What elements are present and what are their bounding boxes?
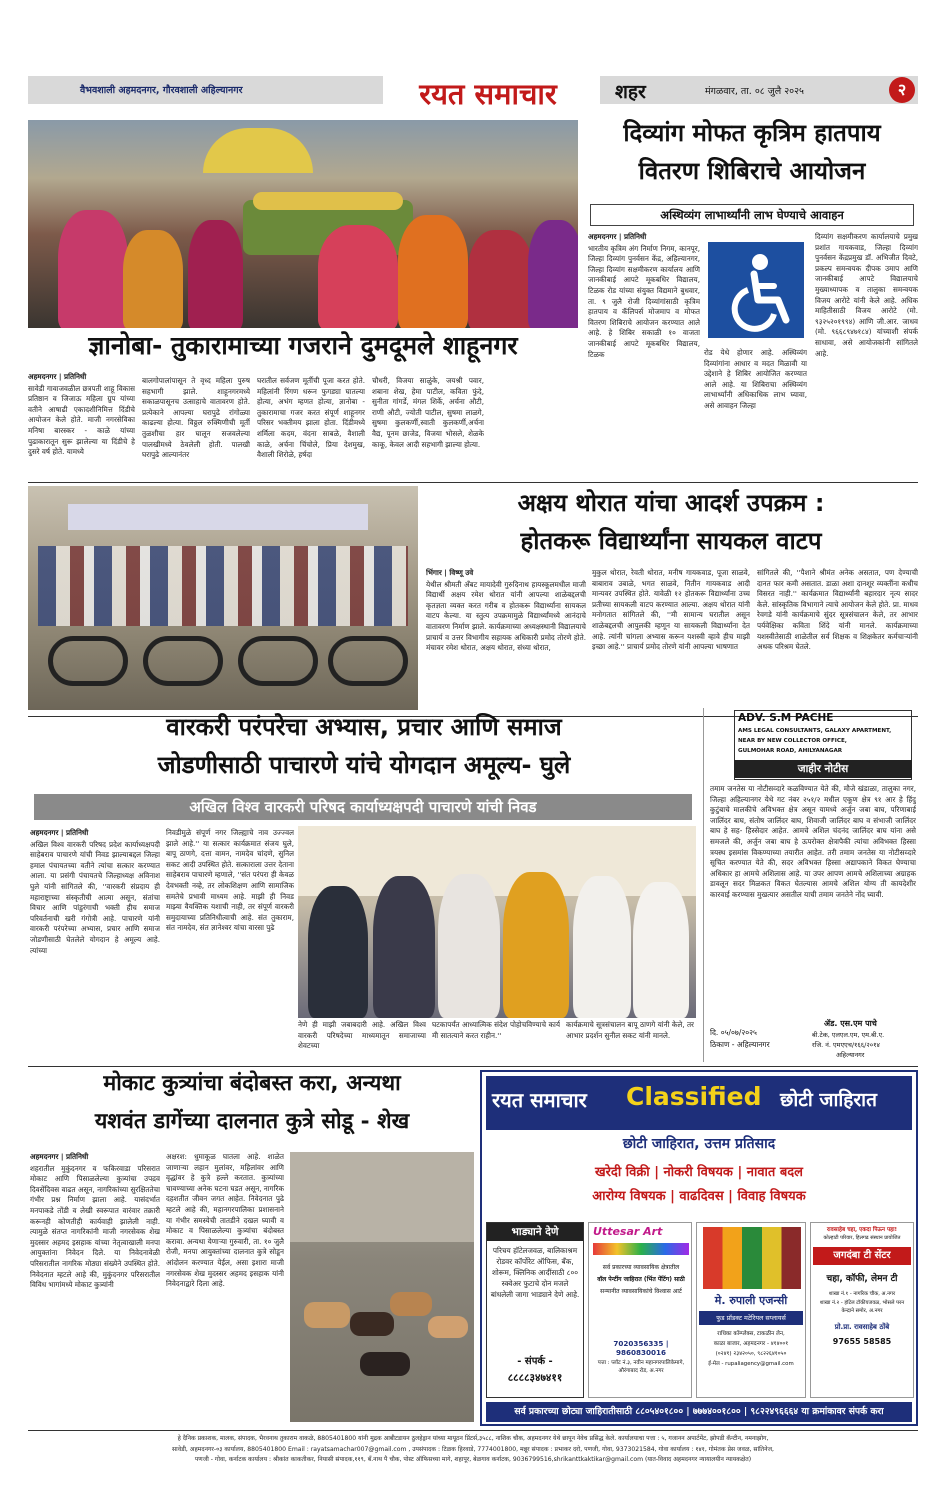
dindi-procession-photo [28, 120, 578, 328]
man-figure [503, 872, 569, 1018]
rent-ad [486, 1222, 584, 1398]
warkari-dateline: अहमदनगर | प्रतिनिधी [30, 828, 89, 837]
man-figure [633, 882, 689, 1018]
man-figure [438, 874, 500, 1018]
classified-cats-row-1: खरेदी विक्री | नोकरी विषयक | नावात बदल [594, 1165, 803, 1180]
warkari-headline-2: जोडणीसाठी पाचारणे यांचे योगदान अमूल्य- घुले [157, 751, 571, 779]
dnyanoba-text-2: बालगोपालांपासून ते वृध्द महिला पुरुष सहभागी झाले. शाहूनगरमध्ये सकाळपासूनच उत्साहाचे वातावरण होते. प्रत्येकाने आपल्या घरापुढे रांगोळ्या काढल्या होत्या. विठ्ठल रुक्मिणीची मूर्ती तुळशीचा हार घालून सजवलेल्या पालखीमध्ये ठेवलेली होती. पालखी घरापुढे आल्यानंतर [142, 376, 250, 460]
cycle-text-1: येथील श्रीमती अँबट मायादेवी गुरुदिनाथ हायस्कूलमधील माजी विद्यार्थी अक्षय रमेश थोरात यांनी आपल्या शाळेबद्दलची कृतज्ञता व्यक्त करत गरीब व होतकरू विद्यार्थ्यांना सायकल वाटप केल्या. या स्तुत्य उपक्रमामुळे विद्यार्थ्यांमध्ये आनंदाचे वातावरण निर्माण झाले. कार्यक्रमाच्या अध्यक्षस्थानी विद्यालयाचे प्राचार्य व उत्तर विभागीय सहायक अधिकारी प्रमोद तोरणे होते. मंचावर रमेश थोरात, अक्षय थोरात, संध्या थोरात, [426, 579, 586, 653]
dnyanoba-col-2 [142, 376, 250, 476]
category-jobs: नोकरी विषयक [663, 1165, 733, 1180]
stray-dogs-photo [290, 1152, 474, 1422]
jagdamba-ad [810, 1222, 914, 1398]
dnyanoba-dateline: अहमदनगर | प्रतिनिधी [28, 372, 87, 381]
jagdamba-ad-branch-1: शाखा नं.१ - नागरिक चौक, अ.नगर [828, 1291, 896, 1297]
rent-ad-contact-label: - संपर्क - [517, 1356, 553, 1367]
divyang-headline-1: दिव्यांग मोफत कृत्रिम हातपाय [623, 119, 881, 147]
woman-figure [58, 210, 128, 328]
bicycle [238, 636, 318, 686]
warkari-col-5 [566, 1020, 694, 1060]
dnyanoba-text-4: चौधरी, विजया साळुंके, जयश्री पवार, शबाना शेख, हेमा पाटील, कविता फुंदे, सुनीता गांगर्डे, मंगल शिर्के, अर्चना औटी, राणी औटी, ज्योती पाटील, सुषमा लाळगे, सुषमा कुलकर्णी,स्वाती कुलकर्णी,अर्चना वैद्य, पूनम छाजेड, विजया भोसले, शेळके काकू, केवल आदी सहभागी झाल्या होत्या. [372, 376, 484, 449]
cycle-col-3 [757, 568, 918, 713]
jagdamba-ad-branch-2: शाखा नं.२ - हॉटेल टॉकीयजवळ, भोसले परन केन्द्राने समोर, अ.नगर [819, 1300, 905, 1314]
dogs-text-1: शहरातील मुकुंदनगर व फकिरवाडा परिसरात मोकाट आणि पिसाळलेल्या कुत्र्यांचा उपद्रव दिवसेंदिवस वाढत असून, नागरिकांच्या सुरक्षिततेचा गंभीर प्रश्न निर्माण झाला आहे. यासंदर्भात मनपाकडे तोंडी व लेखी स्वरूपात वारंवार तक्रारी करूनही कोणतीही कार्यवाही झालेली नाही. त्यामुळे संतप्त नागरिकांनी माजी नगरसेवक शेख मुदस्सर अहमद इसहाक यांच्या नेतृत्वाखाली मनपा आयुक्तांना निवेदन दिले. या निवेदनावेळी परिसरातील नागरिक मोठ्या संख्येने उपस्थित होते. निवेदनात म्हटले आहे की, मुकुंदनगर परिसरातील विविध भागांमध्ये मोकाट कुत्र्यांनी [30, 1163, 160, 1290]
rupali-ad-line-3: काळा बाजार, अहमदनगर - ४१४००१ [713, 1341, 789, 1347]
notice-heading: जाहीर नोटीस [734, 760, 912, 778]
divyang-text-2: रोड येथे होणार आहे. अस्थिव्यंग दिव्यांगांना आधार व मदत मिळावी या उद्देशाने हे शिबिर आयोजित करण्यात आले आहे. या शिबिराचा अस्थिव्यंग लाभार्थ्यांनी अधिकाधिक लाभ घ्यावा, असे आवाहन जिल्हा [704, 348, 807, 410]
students-row [38, 546, 408, 626]
cycle-text-2: मुकुल थोरात, रेवती थोरात, मनीष गायकवाड, पूजा साळवे, बाबाराव उबाळे, भगत साळवे, नितीन गायकवाड आदी मान्यवर उपस्थित होते. यावेळी १२ होतकरू विद्यार्थ्यांना उच्च प्रतीच्या सायकली वाटप करण्यात आल्या. अक्षय थोरात यांनी मनोगतात सांगितले की, ''मी सामान्य घरातील असून शाळेबद्दलची आपुलकी म्हणून या सायकली विद्यार्थ्यांना देत आहे. त्यांनी चांगला अभ्यास करून यशस्वी व्हावे हीच माझी इच्छा आहे.'' प्राचार्य प्रमोद तोरणे यांनी आपल्या भाषणात [592, 568, 750, 652]
rent-ad-text: परिचय हॉटेलजवळ, बालिकाश्रम रोडवर कॉर्पोरेट ऑफिस, बँक, शोरूम, क्लिनिक आदींसाठी ८०० स्क्वेअर फुटाचे दोन मजले बांधलेली जागा भाड्याने देणे आहे. [490, 1246, 580, 1299]
cycle-distribution-photo [28, 486, 418, 710]
warkari-text-3: नेणे ही माझी जबाबदारी आहे. अखिल विश्व वारकरी परिषदेच्या माध्यमातून समाजाच्या शेवटच्या [298, 1020, 426, 1051]
dog [304, 1302, 350, 1328]
man-figure [373, 876, 435, 1018]
dnyanoba-text-1: सावेडी गावाजवळील छत्रपती शाहू विकास प्रतिष्ठान व जिजाऊ महिला ग्रुप यांच्या वतीने आषाढी एकादशीनिमित्त दिंडीचे आयोजन केले होते. माजी नगरसेविका मनिषा बारस्कर - काळे यांच्या पुढाकारातून सुरू झालेल्या या दिंडीचे हे दुसरे वर्ष होते. यामध्ये [28, 383, 135, 457]
notice-date: दि. ०५/०७/२०२५ [710, 1028, 757, 1037]
rupali-ad [696, 1222, 806, 1398]
notice-address-1: AMS LEGAL CONSULTANTS, GALAXY APARTMENT, [738, 728, 892, 734]
imprint-line-3: पणजी - गोवा, कर्नाटक कार्यालय : श्रीकांत काकतीकर, नियासी संपादक,११९, बँ.नाथ पै चौक, पोस्ट ऑफिसच्या मागे, शहापूर, बेळगाव कर्नाटक, 9036799516,shrikanttkaktikar@gmail.com (यात-विवाद अहमदनगर न्यायालयीन न्यायकक्षेत) [194, 1456, 752, 1463]
warkari-text-1: अखिल विश्व वारकरी परिषद प्रदेश कार्याध्यक्षपदी साहेबराव पाचारणे यांची निवड झाल्याबद्दल जिल्हा हमाल पंचायतच्या वतीने त्यांचा सत्कार करण्यात आला. या प्रसंगी पंचायतचे जिल्हाध्यक्ष अविनाश घुले यांनी सांगितले की, ''वारकरी संप्रदाय ही महाराष्ट्राच्या संस्कृतीची आत्मा असून, संतांचा विचार आणि पांडुरंगाची भक्ती हीच समाज परिवर्तनाची खरी गंगोत्री आहे. पाचारणे यांनी वारकरी परंपरेच्या अभ्यास, प्रचार आणि समाज जोडणीसाठी घेतलेले योगदान हे अमूल्य आहे. त्यांच्या [30, 839, 160, 955]
dogs-headline-1: मोकाट कुत्र्यांचा बंदोबस्त करा, अन्यथा [103, 1071, 401, 1096]
masthead-date: मंगळवार, ता. ०८ जुलै २०२५ [705, 86, 805, 97]
divider [28, 482, 918, 483]
imprint [28, 1434, 918, 1484]
classified-section [480, 1070, 918, 1426]
warkari-headline-1: वारकरी परंपरेचा अभ्यास, प्रचार आणि समाज [166, 713, 562, 741]
man-figure [573, 876, 631, 1018]
jagdamba-ad-top: रावसाहेब चहा, एकदा पिऊन पहा! [826, 1227, 898, 1233]
dogs-headline-2: यशवंत डागेंच्या दालनात कुत्रे सोडू - शेख [94, 1109, 410, 1134]
rent-ad-title: भाड्याने देणे [487, 1223, 583, 1241]
notice-signature-2: बी.टेक, एलएल.एम, एम.बी.ए. [812, 1031, 885, 1039]
warkari-text-2: निवडीमुळे संपूर्ण नगर जिल्ह्याचे नाव उज्ज्वल झाले आहे.'' या सत्कार कार्यक्रमात संजय घुले, बापू ठाणगे, दत्ता वामन, नामदेव चांदणे, सुनिल सकट आदी उपस्थित होते. सत्काराला उत्तर देताना साहेबराव पाचारणे म्हणाले, ''संत परंपरा ही केवळ देवभक्ती नव्हे, तर लोकशिक्षण आणि सामाजिक समतेचे प्रभावी माध्यम आहे. माझी ही निवड माझ्या वैयक्तिक यशाची नाही, तर संपूर्ण वारकरी समुदायाच्या प्रतिनिधीत्वाची आहे. संत तुकाराम, संत नामदेव, संत ज्ञानेश्वर यांचा वारसा पुढे [166, 828, 294, 933]
bicycle [328, 636, 408, 686]
rupali-ad-line-1: फुड प्रॉडक्ट मटेरियल सप्लायर्स [699, 1311, 803, 1325]
dog [350, 1312, 394, 1336]
cycle-headline-2: होतकरू विद्यार्थ्यांना सायकल वाटप [520, 527, 822, 555]
notice-signature-1: ॲड. एस.एम पाचे [824, 1019, 877, 1028]
divyang-dateline: अहमदनगर | प्रतिनिधी [588, 232, 647, 241]
dog [428, 1316, 468, 1338]
category-marriage: विवाह विषयक [737, 1189, 806, 1204]
wall [290, 1152, 474, 1242]
divyang-text-1: भारतीय कृत्रिम अंग निर्माण निगम, कानपूर, जिल्हा दिव्यांग पुनर्वसन केंद्र, अहिल्यानगर, जिल्हा दिव्यांग सक्षमीकरण कार्यालय आणि जानकीबाई आपटे मूकबधिर विद्यालय, टिळक रोड यांच्या संयुक्त विद्यमाने बुधवार, ता. ९ जुलै रोजी दिव्यांगांसाठी कृत्रिम हातपाय व कॅलिपर्स मोजमाप व मोफत वितरण शिबिराचे आयोजन करण्यात आले आहे. हे शिबिर सकाळी १० वाजता जानकीबाई आपटे मूकबधिर विद्यालय, टिळक [588, 243, 700, 359]
woman-figure [528, 220, 578, 328]
imprint-line-2: सावेडी, अहमदनगर-०३ कार्यालय, 8805401800 Email : rayatsamachar007@gmail.com , उपसंपादक : टिळक हिरवाडे, 7774001800, मन्नूर संपादक : प्रभाकर दरो, पणजी, गोवा, 9373021584, गोवा कार्यालय : १४१, गोमंतक प्रेस जवळ, सांतिनेज, [172, 1445, 774, 1453]
bicycle [48, 636, 128, 686]
notice-place: ठिकाण - अहिल्यानगर [710, 1040, 770, 1049]
classified-title-left: रयत समाचार [492, 1088, 587, 1112]
divyang-col-2 [704, 348, 807, 460]
dog [360, 1352, 410, 1376]
classified-footer: सर्व प्रकारच्या छोट्या जाहिरातीसाठी ८८०५४०१८०० | ७७७४००१८०० | ९८२२४९६६६४ या क्रमांकावर संपर्क करा [486, 1402, 912, 1422]
cycle-headline-1: अक्षय थोरात यांचा आदर्श उपक्रम : [517, 489, 825, 517]
jagdamba-ad-owner: प्रो.प्रा. रावसाहेब ठोंबे [834, 1323, 890, 1331]
warkari-col-1 [30, 828, 160, 1040]
art-ad-line-3: सन्मानीत व्यावसायिकांचे विश्वास आर्ट [600, 1288, 682, 1295]
dnyanoba-headline: ज्ञानोबा- तुकारामाच्या गजराने दुमदूमले शाहूनगर [88, 331, 518, 360]
warkari-col-3 [298, 1020, 426, 1060]
umbrella [203, 128, 313, 173]
divyang-subhead: अस्थिव्यंग लाभार्थ्यांनी लाभ घेण्याचे आवाहन [590, 204, 914, 226]
jagdamba-ad-items: चहा, कॉफी, लेमन टी [826, 1274, 898, 1284]
category-health: आरोग्य विषयक [592, 1189, 666, 1204]
classified-title-right: छोटी जाहिरात [780, 1089, 877, 1111]
dnyanoba-text-3: घरातील सर्वजण मूर्तीची पूजा करत होते. महिलांनी रिंगण धरून फुगड्या घातल्या होत्या, अभंग म्हणत होत्या, ज्ञानोबा - तुकारामाचा गजर करत संपूर्ण शाहूनगर परिसर भक्तीमय झाला होता. दिंडीमध्ये शर्मिला कदम, वंदना साबळे, वैशाली काळे, अर्चना चिंचोले, प्रिया देशमुख, वैशाली शिरोळे, हर्षदा [257, 376, 365, 460]
classified-cats-row-2: आरोग्य विषयक | वाढदिवस | विवाह विषयक [592, 1189, 806, 1204]
classified-tagline: छोटी जाहिरात, उत्तम प्रतिसाद [622, 1136, 776, 1152]
man-figure [308, 886, 368, 1018]
rupali-ad-line-2: राधिका कॉम्प्लेक्स, टाकळीन लेन, [717, 1331, 785, 1337]
jagdamba-ad-phone: 97655 58585 [832, 1337, 892, 1346]
warkari-col-2 [166, 828, 294, 1040]
jagdamba-ad-sub: कोल्हाटी परिवार, हिलगढ संस्थान प्रायोजित [823, 1235, 901, 1241]
dog [390, 1292, 432, 1316]
felicitation-photo [298, 826, 696, 1018]
dogs-col-1 [30, 1152, 160, 1424]
jagdamba-ad-name: जगदंबा टी सेंटर [813, 1247, 911, 1265]
category-buy-sell: खरेदी विक्री [594, 1165, 650, 1180]
divyang-headline-2: वितरण शिबिराचे आयोजन [638, 157, 866, 185]
woman-figure [318, 225, 398, 328]
dnyanoba-col-4 [372, 376, 484, 476]
warkari-col-4 [432, 1020, 560, 1060]
rupali-ad-products [703, 1227, 801, 1289]
page-number: २ [889, 77, 915, 103]
masthead-title: रयत समाचार [419, 77, 557, 111]
dnyanoba-col-1 [28, 372, 135, 476]
art-ad-line-2: वॉल पेन्टींग जाहिरात (भिंत पेंटिंग) साठी [597, 1276, 685, 1283]
rupali-ad-line-4: (०२४१) २३४२०५०, ९८२२६४१०५० [715, 1351, 787, 1357]
legal-notice [703, 708, 918, 1062]
notice-advocate-name: ADV. S.M PACHE [738, 712, 834, 724]
divyang-text-3: दिव्यांग सक्षमीकरण कार्यालयाचे प्रमुख प्रशांत गायकवाड, जिल्हा दिव्यांग पुनर्वसन केंद्रप्रमुख डॉ. अभिजीत दिवटे, प्रकल्प समन्वयक दीपक उमाप आणि जानकीबाई आपटे विद्यालयाचे मुख्याध्यापक व तालुका समन्वयक विजय आरोटे यांनी केले आहे. अधिक माहितीसाठी विजय आरोटे (मो. ९३२५२०१९९४) आणि जी.आर. जाधव (मो. ९६६८९४७१८४) यांच्याशी संपर्क साधावा, असे आयोजकांनी सांगितले आहे. [815, 232, 918, 358]
dogs-dateline: अहमदनगर | प्रतिनिधी [30, 1152, 89, 1161]
dnyanoba-col-3 [257, 376, 365, 476]
category-birthday: वाढदिवस [679, 1189, 724, 1204]
divider [28, 1066, 918, 1067]
rent-ad-phone: ८८८८३४७४११ [507, 1372, 563, 1384]
divyang-col-1 [588, 232, 700, 460]
classified-title-mid: Classified [626, 1082, 762, 1111]
cycle-text-3: सांगितले की, ''पैशाने श्रीमंत अनेक असतात, पण देण्याची दानत फार कमी असतात. डाळा अशा दानशूर व्यक्तींना कधीच विसरत नाही.'' कार्यक्रमात विद्यार्थ्यांनी बहारदार नृत्य सादर केले. सांस्कृतिक विभागाने त्याचे आयोजन केले होते. प्रा. माधव रेवगडे यांनी कार्यक्रमाचे सुंदर सूत्रसंचालन केले, तर आभार पर्यवेक्षिका कविता शिंदे यांनी मानले. कार्यक्रमाच्या यशस्वीतेसाठी शाळेतील सर्व शिक्षक व शिक्षकेतर कर्मचाऱ्यांनी अथक परिश्रम घेतले. [757, 568, 918, 652]
notice-body [710, 784, 916, 1014]
divyang-col-3 [815, 232, 918, 482]
rupali-ad-name: मे. रुपाली एजन्सी [714, 1294, 788, 1307]
rent-ad-body [490, 1245, 580, 1345]
banner [68, 504, 368, 530]
art-ad-logo: Uttesar Art [593, 1225, 663, 1238]
notice-signature-3: रजि. नं. एमएएच/१६६/२०१४ [812, 1041, 880, 1049]
wheelchair-icon [708, 242, 804, 338]
backdrop [298, 826, 696, 896]
notice-address-3: GULMOHAR ROAD, AHILYANAGAR [738, 748, 843, 754]
category-name-change: नावात बदल [746, 1165, 803, 1180]
dogs-text-2: अक्षरश: धुमाकूळ घातला आहे. शाळेत जाणाऱ्या लहान मुलांवर, महिलांवर आणि वृद्धांवर हे कुत्रे हल्ले करतात. कुत्र्यांच्या चावण्याच्या अनेक घटना घडत असून, नागरिक दहशतीत जीवन जगत आहेत. निवेदनात पुढे म्हटले आहे की, महानगरपालिका प्रशासनाने या गंभीर समस्येची तातडीने दखल घ्यावी व मोकाट व पिसाळलेल्या कुत्र्यांचा बंदोबस्त करावा. अन्यथा येणाऱ्या गुरुवारी, ता. १० जुलै रोजी, मनपा आयुक्तांच्या दालनात कुत्रे सोडून आंदोलन करण्यात येईल, असा इशारा माजी नगरसेवक शेख मुदस्सर अहमद इसहाक यांनी निवेदनाद्वारे दिला आहे. [166, 1152, 284, 1289]
art-ad-line-1: सर्व प्रकारच्या व्यावसायिक क्षेत्रातील [602, 1264, 680, 1271]
woman-figure [188, 220, 243, 328]
notice-body-text: तमाम जनतेस या नोटीसव्दारे कळविण्यात येते की, मौजे खंडाळा, तालुका नगर, जिल्हा अहिल्यानगर येथे गट नंबर २५१/२ मधील एकूण क्षेत्र ९१ आर हे हिंदु कुटुंबाचे मालकीचे अविभक्त क्षेत्र असून यामध्ये अर्जुन जबा बाघ, परिणाबाई जालिंदर बाघ, संतोष जालिंदर बाघ, शिवाजी जालिंदर बाघ व संभाजी जालिंदर बाघ हे सह- हिस्सेदार आहेत. आमचे अशिल चंदनंद जालिंदर बाघ यांना असे समजले की, अर्जुन जबा बाघ हे ऊपरोक्त क्षेत्रापैकी त्यांचा अविभक्त हिस्सा त्रयस्थ इसमांस विकण्याच्या तयारीत आहेत. तरी तमाम जनतेस या नोटीसव्दारे सूचित करण्यात येते की, सदर अविभक्त हिस्सा अद्यापकाने विकत घेण्याचा अधिकार हा आमचे अशिलास आहे. या उपर आपण आमचे अशिलाच्या अग्राहक डावलून सदर मिळकत विकत घेतल्यास आमचे अशिल योग्य ती कायदेशीर कारवाई करण्यास मुखत्यार असतील याची तमाम जनतेने नोंद घ्यावी. [710, 784, 916, 899]
imprint-line-1: हे दैनिक प्रकाशक, मालक, संपादक, भैरवनाथ तुकाराम वाकळे, 8805401800 यांनी मुद्रक आबीटडायन ठुलहेड्रान यांच्या मायूठन प्रिंटर्स,३५८८, नाशिक चौक, अहमदनगर येथे छापून नेवेच प्रसिद्ध केले. कार्यालयाचा पत्ता : ५, गजानन अपार्टमेंट, झोपडी कॅन्टीन, नमनाझोग, [177, 1435, 769, 1442]
art-ad-paint-strip [593, 1243, 689, 1255]
notice-signature-4: अहिल्यानगर [836, 1051, 865, 1059]
art-ad-address: पत्ता : प्लॉट नं.३, नवीन महानगरपालिकेमागे, औरंगाबाद रोड, अ.नगर [597, 1360, 685, 1374]
masthead-section: शहर [615, 81, 646, 103]
rupali-ad-line-5: ई-मेल - rupaliagency@gmail.com [708, 1361, 794, 1367]
cycle-dateline: भिंगार | विष्णू उवे [426, 568, 474, 577]
cycle-col-2 [592, 568, 750, 713]
warkari-text-5: कार्यक्रमाचे सूत्रसंचालन बापू ठाणगे यांनी केले, तर आभार प्रदर्शन सुनील सकट यांनी मानले. [566, 1020, 694, 1040]
cycle-col-1 [426, 568, 586, 713]
warkari-subhead: अखिल विश्व वारकरी परिषद कार्याध्यक्षपदी पाचारणे यांची निवड [34, 794, 692, 820]
art-ad-phones: 7020356335 | 9860830016 [613, 1339, 669, 1357]
dogs-col-2 [166, 1152, 284, 1424]
notice-address-2: NEAR BY NEW COLLECTOR OFFICE, [738, 738, 847, 744]
warkari-text-4: घटकापर्यंत आध्यात्मिक संदेश पोहोचविण्याचे कार्य मी सातत्याने करत राहीन.'' [432, 1020, 560, 1040]
woman-figure [123, 230, 183, 328]
bicycle [143, 636, 223, 686]
art-ad [588, 1222, 692, 1398]
woman-figure [398, 215, 468, 328]
masthead-tagline: वैभवशाली अहमदनगर, गौरवशाली अहिल्यानगर [80, 85, 243, 96]
divider [28, 1430, 918, 1431]
palanquin-flowers [253, 192, 403, 210]
masthead [28, 76, 918, 114]
woman-figure [468, 230, 533, 328]
